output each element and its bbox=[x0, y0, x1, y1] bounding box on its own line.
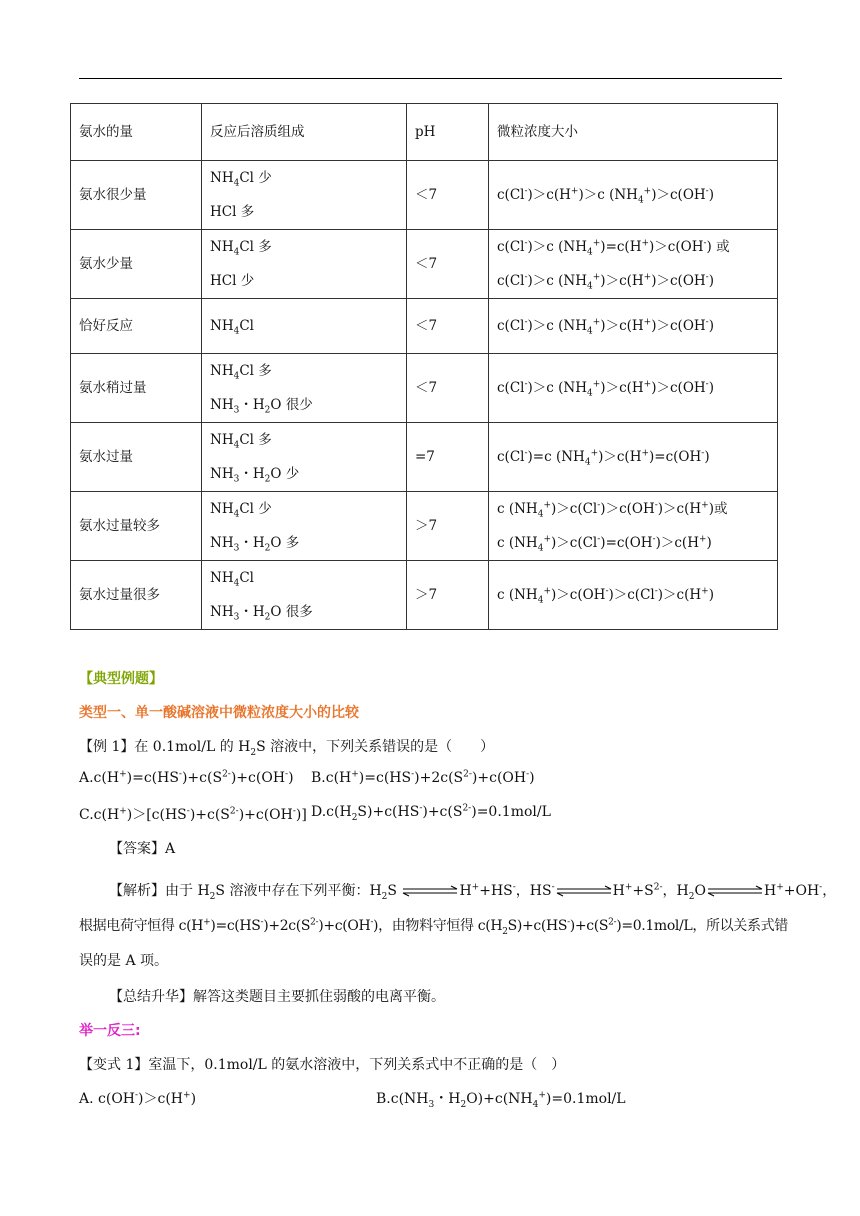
equilibrium-arrow-icon bbox=[706, 885, 764, 897]
section-title: 【典型例题】 bbox=[79, 671, 163, 687]
analysis-intro: 【解析】由于 $H_2S$ 溶液中存在下列平衡： bbox=[109, 883, 370, 902]
equation-1-right: H++HS-， bbox=[459, 882, 530, 899]
composition-line: $NH_3$・$H_2O$ 很少 bbox=[210, 397, 313, 416]
composition-line: $NH_4Cl$ bbox=[210, 318, 254, 337]
row-ph: ＞7 bbox=[407, 561, 489, 630]
row-concentration bbox=[489, 299, 778, 354]
composition-line: $NH_3$・$H_2O$ 多 bbox=[210, 535, 300, 554]
practice-title: 举一反三: bbox=[79, 1023, 141, 1039]
variant1-option-a: A. c(OH-)＞c(H+) bbox=[79, 1090, 197, 1107]
variant1-option-b: $B.c(NH_3$・$H_2O)+c(NH_4^+)=0.1mol/L$ bbox=[376, 1090, 626, 1110]
composition-line: $NH_4Cl$ 多 bbox=[210, 239, 272, 258]
concentration-line: c(Cl-)＞c $(NH_4^+)>c(H^+)>c(OH^-)$ bbox=[497, 272, 714, 292]
concentration-line: c(Cl-)＞c $(NH_4^+)>c(H^+)>c(OH^-)$ bbox=[497, 317, 714, 337]
row-ph: ＜7 bbox=[407, 161, 489, 230]
table-row bbox=[71, 161, 778, 230]
row-composition bbox=[202, 161, 407, 230]
row-amount: 氨水稍过量 bbox=[71, 354, 202, 423]
concentration-line: c $(NH_4^+)>c(Cl^-)>c(OH^-)>c(H^+)$或 bbox=[497, 500, 728, 520]
composition-line: $NH_3$・$H_2O$ 少 bbox=[210, 466, 300, 485]
example1-option-d: $D.c(H_2S)+c(HS^-)+c(S^{2-})=0.1mol/L$ bbox=[311, 803, 551, 823]
composition-line: $NH_3$・$H_2O$ 很多 bbox=[210, 604, 313, 623]
row-composition bbox=[202, 561, 407, 630]
row-concentration bbox=[489, 161, 778, 230]
table-row bbox=[71, 230, 778, 299]
type-heading: 类型一、单一酸碱溶液中微粒浓度大小的比较 bbox=[79, 705, 359, 721]
table-row bbox=[71, 299, 778, 354]
equilibrium-arrow-icon bbox=[401, 885, 459, 897]
variant1-stem: 【变式 1】室温下，0.1mol/L 的氨水溶液中，下列关系式中不正确的是（ ） bbox=[79, 1057, 566, 1073]
row-concentration bbox=[489, 423, 778, 492]
concentration-line: c(Cl-)＞c $(NH_4^+)=c(H^+)>c(OH^-)$ 或 bbox=[497, 238, 730, 258]
example1-stem: 【例 1】在 0.1mol/L 的 $H_2S$ 溶液中，下列关系错误的是（ ） bbox=[79, 739, 495, 758]
row-concentration bbox=[489, 354, 778, 423]
example1-option-c: $C.c(H^+)>[c(HS^-)+c(S^{2-})+c(OH^-)]$ bbox=[79, 806, 307, 823]
equilibrium-arrow-icon bbox=[555, 885, 613, 897]
composition-line: HCl 多 bbox=[210, 204, 255, 220]
equation-2-right: $H^++S^{2-}$， bbox=[612, 882, 677, 899]
equation-3-right: H++OH-， bbox=[763, 882, 837, 899]
table-header-row bbox=[71, 104, 778, 161]
equation-2-left: HS- bbox=[529, 882, 555, 899]
reaction-table bbox=[70, 103, 778, 630]
row-ph: ＜7 bbox=[407, 230, 489, 299]
composition-line: HCl 少 bbox=[210, 273, 255, 289]
composition-line: $NH_4Cl$ 少 bbox=[210, 170, 272, 189]
row-composition bbox=[202, 492, 407, 561]
row-composition bbox=[202, 354, 407, 423]
composition-line: $NH_4Cl$ bbox=[210, 570, 254, 589]
example1-answer: 【答案】A bbox=[109, 841, 176, 857]
row-composition bbox=[202, 230, 407, 299]
composition-line: $NH_4Cl$ 多 bbox=[210, 432, 272, 451]
equation-1-left: $H_2S$ bbox=[369, 883, 397, 902]
composition-line: $NH_4Cl$ 少 bbox=[210, 501, 272, 520]
concentration-line: c(Cl-)＞c(H+)＞c $(NH_4^+)>c(OH^-)$ bbox=[497, 186, 714, 206]
example1-analysis-line2: 根据电荷守恒得 $c(H^+)=c(HS^-)+2c(S^{2-})+c(OH^-)$，由物料守恒得 $c(H_2S)+c(HS^-)+c(S^{2-})=0.1mol/L$，所以关系式错 bbox=[79, 917, 788, 937]
table-row bbox=[71, 492, 778, 561]
row-composition bbox=[202, 423, 407, 492]
header-composition: 反应后溶质组成 bbox=[202, 104, 407, 161]
row-amount: 氨水过量 bbox=[71, 423, 202, 492]
row-ph: ＜7 bbox=[407, 299, 489, 354]
table-row bbox=[71, 423, 778, 492]
row-ph: =7 bbox=[407, 423, 489, 492]
row-amount: 氨水过量很多 bbox=[71, 561, 202, 630]
row-amount: 氨水过量较多 bbox=[71, 492, 202, 561]
row-amount: 氨水少量 bbox=[71, 230, 202, 299]
row-ph: ＜7 bbox=[407, 354, 489, 423]
table-row bbox=[71, 561, 778, 630]
row-concentration bbox=[489, 230, 778, 299]
example1-option-b: $B.c(H^+)=c(HS^-)+2c(S^{2-})+c(OH^-)$ bbox=[311, 769, 535, 786]
example1-analysis-line1 bbox=[109, 880, 836, 900]
example1-summary: 【总结升华】解答这类题目主要抓住弱酸的电离平衡。 bbox=[109, 989, 445, 1005]
table-row bbox=[71, 354, 778, 423]
row-concentration bbox=[489, 561, 778, 630]
equation-3-left: $H_2O$ bbox=[676, 883, 706, 902]
composition-line: $NH_4Cl$ 多 bbox=[210, 363, 272, 382]
row-ph: ＞7 bbox=[407, 492, 489, 561]
header-ph: pH bbox=[407, 104, 489, 161]
row-amount: 氨水很少量 bbox=[71, 161, 202, 230]
header-rule bbox=[79, 78, 782, 79]
concentration-line: c(Cl-)＞c $(NH_4^+)>c(H^+)>c(OH^-)$ bbox=[497, 379, 714, 399]
row-amount: 恰好反应 bbox=[71, 299, 202, 354]
concentration-line: c $(NH_4^+)>c(OH^-)>c(Cl^-)>c(H^+)$ bbox=[497, 586, 714, 606]
example1-option-a: $A.c(H^+)=c(HS^-)+c(S^{2-})+c(OH^-)$ bbox=[79, 769, 294, 786]
example1-analysis-line3: 误的是 A 项。 bbox=[79, 953, 169, 969]
header-amount: 氨水的量 bbox=[71, 104, 202, 161]
concentration-line: c $(NH_4^+)>c(Cl^-)=c(OH^-)>c(H^+)$ bbox=[497, 534, 712, 554]
row-composition bbox=[202, 299, 407, 354]
header-concentration: 微粒浓度大小 bbox=[489, 104, 778, 161]
concentration-line: c(Cl-)=c $(NH_4^+)>c(H^+)=c(OH^-)$ bbox=[497, 448, 710, 468]
row-concentration bbox=[489, 492, 778, 561]
